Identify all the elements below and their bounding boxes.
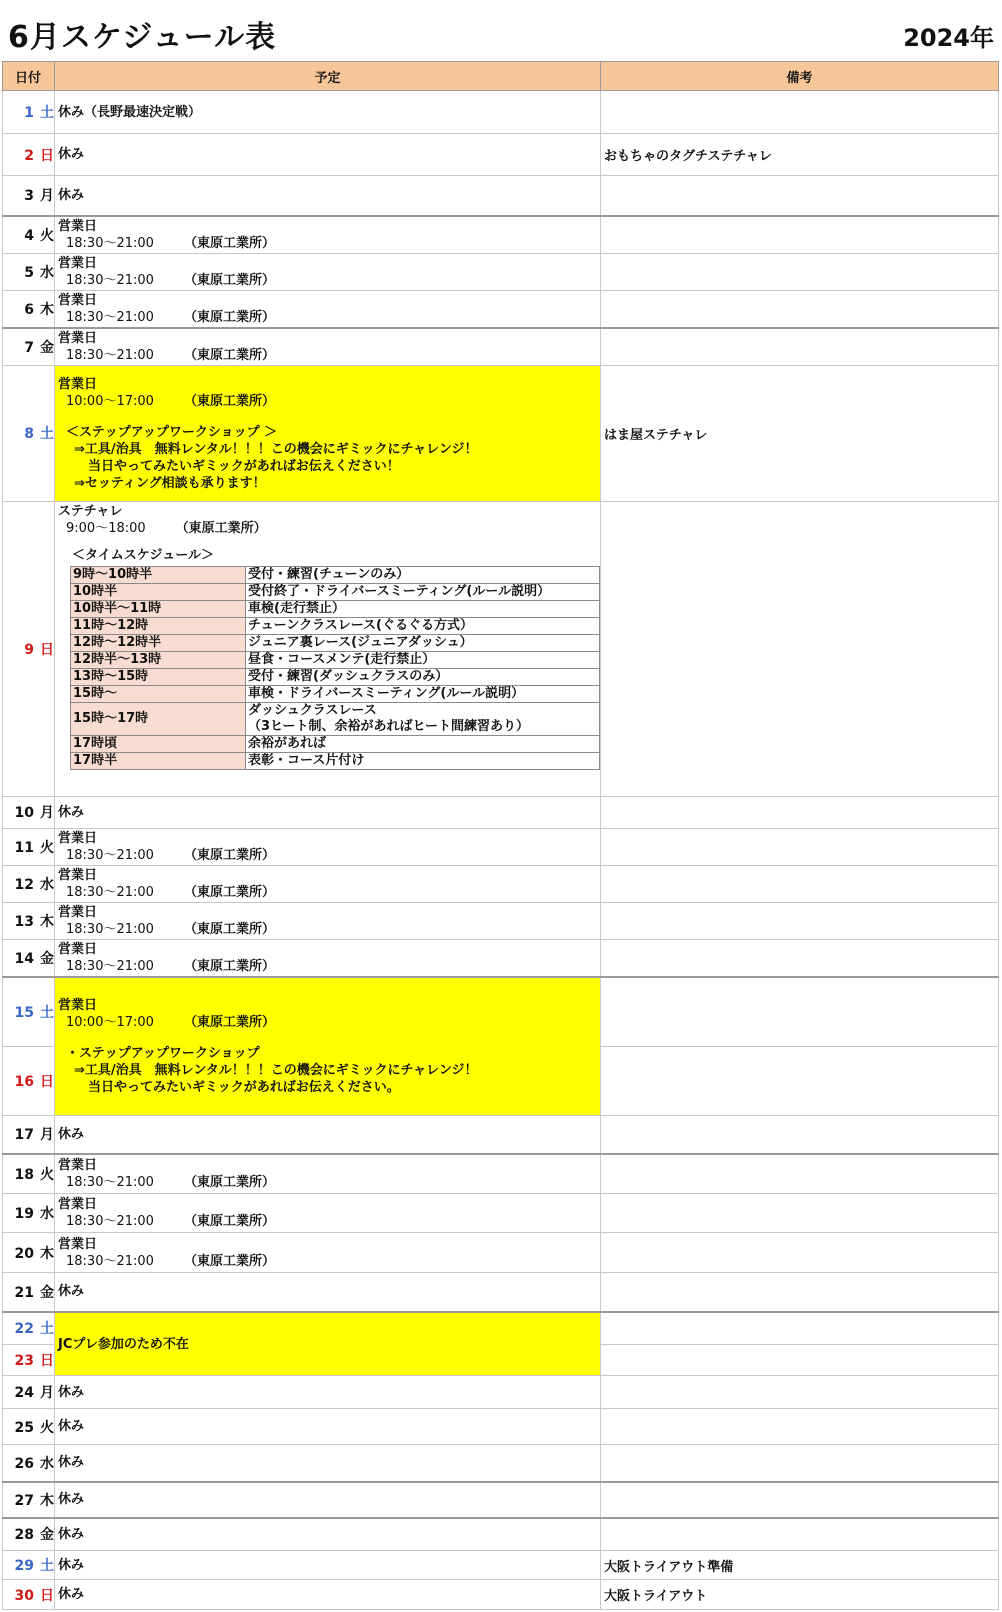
schedule-row [3, 1518, 999, 1551]
date-cell [3, 902, 55, 939]
time-value: 18:30〜21:00 [66, 958, 154, 974]
time-value: 18:30〜21:00 [66, 884, 154, 900]
schedule-row [3, 939, 999, 977]
plan-cell: 休み [55, 1551, 601, 1580]
ts-time: 17時半 [71, 752, 246, 769]
date-cell [3, 1116, 55, 1154]
place-label: （東原工業所） [183, 235, 275, 251]
place-label: （東原工業所） [175, 520, 267, 536]
date-cell [3, 1580, 55, 1610]
schedule-row [3, 1273, 999, 1312]
weekday: 金 [40, 1284, 54, 1301]
spacer [58, 1031, 597, 1045]
ts-desc: チューンクラスレース(ぐるぐる方式） [246, 617, 600, 634]
weekday: 火 [40, 839, 54, 856]
time-range [58, 1213, 597, 1230]
ts-time: 15時〜 [71, 685, 246, 702]
header-row [3, 62, 999, 91]
date-cell [3, 1551, 55, 1580]
note-cell: おもちゃのタグチステチャレ [601, 134, 999, 176]
date-cell [3, 1047, 55, 1116]
plan-text: 営業日 [58, 376, 98, 392]
place-label: （東原工業所） [183, 309, 275, 325]
ts-desc: 受付・練習(ダッシュクラスのみ） [246, 668, 600, 685]
time-range [58, 235, 597, 252]
plan-cell: 休み [55, 1482, 601, 1518]
date-cell [3, 290, 55, 328]
schedule-row [3, 1154, 999, 1194]
ts-time: 12時〜12時半 [71, 634, 246, 651]
plan-cell [55, 216, 601, 254]
day-number: 6 [24, 301, 34, 318]
day-number: 20 [14, 1245, 34, 1262]
plan-cell-highlight: JCプレ参加のため不在 [55, 1312, 601, 1376]
plan-cell: 休み [55, 1580, 601, 1610]
time-range [58, 1014, 597, 1031]
ts-desc [246, 702, 600, 735]
date-cell [3, 1312, 55, 1345]
date-cell [3, 1194, 55, 1233]
day-number: 10 [14, 805, 34, 821]
spacer [58, 410, 597, 424]
plan-text: 営業日 [58, 830, 98, 846]
date-cell [3, 939, 55, 977]
day-number: 25 [14, 1419, 34, 1436]
time-value: 10:00〜17:00 [66, 393, 154, 409]
day-number: 7 [24, 339, 34, 356]
date-cell [3, 253, 55, 290]
weekday: 日 [40, 147, 54, 164]
plan-cell [55, 939, 601, 977]
date-cell [3, 1518, 55, 1551]
weekday: 水 [40, 1206, 54, 1222]
time-range [58, 847, 597, 864]
place-label: （東原工業所） [183, 884, 275, 900]
plan-text: 営業日 [58, 292, 98, 308]
day-number: 21 [14, 1284, 34, 1301]
workshop-line: ⇒セッティング相談も承ります！ [74, 475, 266, 491]
date-cell [3, 1482, 55, 1518]
weekday: 木 [40, 1492, 54, 1509]
weekday: 金 [40, 1527, 54, 1544]
plan-text: 営業日 [58, 1157, 98, 1173]
schedule-row [3, 1194, 999, 1233]
note-cell [601, 1047, 999, 1116]
time-schedule-row [71, 668, 600, 685]
ts-desc-line: （3ヒート制、余裕があればヒート間練習あり） [248, 718, 530, 734]
day-number: 9 [24, 641, 34, 658]
note-cell [601, 1116, 999, 1154]
ts-desc: 余裕があれば [246, 735, 600, 752]
time-range [58, 272, 597, 289]
time-range [58, 520, 597, 537]
place-label: （東原工業所） [183, 847, 275, 863]
day-number: 3 [24, 188, 34, 205]
note-cell [601, 328, 999, 366]
schedule-row [3, 253, 999, 290]
weekday: 日 [40, 1353, 54, 1369]
note-cell [601, 865, 999, 902]
day-number: 26 [14, 1455, 34, 1472]
plan-cell: 休み [55, 1116, 601, 1154]
day-number: 29 [14, 1558, 34, 1574]
time-schedule-row [71, 583, 600, 600]
weekday: 日 [40, 1074, 54, 1090]
time-value: 18:30〜21:00 [66, 347, 154, 363]
note-cell [601, 1154, 999, 1194]
time-schedule-row [71, 651, 600, 668]
plan-text: 営業日 [58, 1197, 98, 1212]
ts-desc: ジュニア裏レース(ジュニアダッシュ） [246, 634, 600, 651]
day-number: 23 [14, 1353, 34, 1369]
schedule-row [3, 902, 999, 939]
schedule-row [3, 1233, 999, 1273]
plan-cell [55, 290, 601, 328]
day-number: 22 [14, 1321, 34, 1338]
note-cell: 大阪トライアウト準備 [601, 1551, 999, 1580]
ts-time: 10時半〜11時 [71, 600, 246, 617]
place-label: （東原工業所） [183, 958, 275, 974]
schedule-row [3, 1551, 999, 1580]
plan-cell: 休み [55, 134, 601, 176]
schedule-row [3, 1376, 999, 1409]
schedule-row [3, 91, 999, 134]
plan-cell [55, 828, 601, 865]
time-schedule-row [71, 634, 600, 651]
plan-cell [55, 328, 601, 366]
ts-time: 17時頃 [71, 735, 246, 752]
day-number: 14 [14, 950, 34, 967]
page-title: 6月スケジュール表 [8, 20, 277, 55]
note-cell [601, 1233, 999, 1273]
plan-cell: 休み [55, 1409, 601, 1445]
time-range [58, 958, 597, 975]
time-schedule-row [71, 617, 600, 634]
schedule-row [3, 828, 999, 865]
plan-text: 営業日 [58, 941, 98, 957]
note-cell: 大阪トライアウト [601, 1580, 999, 1610]
time-value: 18:30〜21:00 [66, 309, 154, 325]
time-range [58, 884, 597, 901]
plan-cell [55, 865, 601, 902]
note-cell [601, 176, 999, 216]
time-range [58, 921, 597, 938]
note-cell [601, 902, 999, 939]
weekday: 火 [40, 1166, 54, 1183]
weekday: 木 [40, 913, 54, 930]
schedule-row [3, 1409, 999, 1445]
day-number: 12 [14, 876, 34, 893]
date-cell [3, 1154, 55, 1194]
year-label: 2024年 [903, 24, 994, 52]
plan-text: 営業日 [58, 218, 98, 234]
plan-cell-highlight [55, 977, 601, 1116]
day-number: 1 [24, 105, 34, 121]
day-number: 28 [14, 1527, 34, 1544]
note-cell [601, 91, 999, 134]
schedule-row [3, 176, 999, 216]
weekday: 日 [40, 641, 54, 658]
ts-time: 10時半 [71, 583, 246, 600]
time-schedule-row [71, 600, 600, 617]
time-value: 18:30〜21:00 [66, 1253, 154, 1269]
day-number: 16 [14, 1074, 34, 1090]
time-value: 18:30〜21:00 [66, 1214, 154, 1229]
ts-desc-line: ダッシュクラスレース [248, 702, 377, 718]
time-value: 18:30〜21:00 [66, 847, 154, 863]
weekday: 月 [40, 188, 54, 205]
note-cell [601, 1482, 999, 1518]
date-cell [3, 365, 55, 501]
weekday: 水 [40, 1455, 54, 1472]
time-range [58, 1253, 597, 1270]
date-cell [3, 501, 55, 796]
schedule-row [3, 290, 999, 328]
place-label: （東原工業所） [183, 1253, 275, 1269]
time-schedule-title: ＜タイムスケジュール＞ [72, 547, 214, 563]
date-cell [3, 1233, 55, 1273]
weekday: 金 [40, 339, 54, 356]
weekday: 月 [40, 1127, 54, 1144]
note-cell [601, 977, 999, 1047]
schedule-row [3, 1116, 999, 1154]
weekday: 水 [40, 876, 54, 893]
day-number: 17 [14, 1127, 34, 1144]
schedule-row [3, 216, 999, 254]
weekday: 土 [40, 1004, 54, 1021]
page-header [0, 0, 1002, 60]
time-value: 18:30〜21:00 [66, 235, 154, 251]
weekday: 金 [40, 950, 54, 967]
date-cell [3, 796, 55, 828]
note-cell [601, 1194, 999, 1233]
note-cell [601, 1409, 999, 1445]
weekday: 月 [40, 1385, 54, 1401]
date-cell [3, 1445, 55, 1482]
ts-desc: 車検・ドライバースミーティング(ルール説明） [246, 685, 600, 702]
header-date: 日付 [3, 62, 55, 91]
place-label: （東原工業所） [183, 1174, 275, 1190]
ts-time: 15時〜17時 [71, 702, 246, 735]
plan-cell-highlight [55, 365, 601, 501]
schedule-row [3, 134, 999, 176]
weekday: 水 [40, 264, 54, 281]
plan-cell [55, 501, 601, 796]
ts-time: 12時半〜13時 [71, 651, 246, 668]
date-cell [3, 1273, 55, 1312]
ts-desc: 受付終了・ドライバースミーティング(ルール説明） [246, 583, 600, 600]
note-cell [601, 1345, 999, 1376]
time-range [58, 1174, 597, 1191]
plan-text: 営業日 [58, 255, 98, 271]
note-cell [601, 1445, 999, 1482]
time-schedule-row [71, 752, 600, 769]
note-cell: はま屋ステチャレ [601, 365, 999, 501]
day-number: 30 [14, 1587, 34, 1604]
date-cell [3, 1345, 55, 1376]
workshop-title: ・ステップアップワークショップ [66, 1046, 260, 1062]
note-cell [601, 1518, 999, 1551]
date-cell [3, 1376, 55, 1409]
plan-cell [55, 253, 601, 290]
weekday: 木 [40, 1245, 54, 1262]
workshop-line: 当日やってみたいギミックがあればお伝えください。 [88, 1080, 400, 1096]
note-cell [601, 216, 999, 254]
schedule-row [3, 501, 999, 796]
time-value: 18:30〜21:00 [66, 272, 154, 288]
schedule-table [2, 61, 999, 1610]
weekday: 木 [40, 301, 54, 318]
date-cell [3, 328, 55, 366]
time-range [58, 393, 597, 410]
plan-cell: 休み [55, 176, 601, 216]
place-label: （東原工業所） [183, 272, 275, 288]
note-cell [601, 501, 999, 796]
plan-text: 営業日 [58, 867, 98, 883]
weekday: 月 [40, 805, 54, 821]
day-number: 19 [14, 1206, 34, 1222]
workshop-line: ⇒工具/治具 無料レンタル！！！この機会にギミックにチャレンジ！ [74, 1063, 478, 1079]
date-cell [3, 1409, 55, 1445]
plan-cell [55, 1233, 601, 1273]
plan-cell: 休み [55, 796, 601, 828]
note-cell [601, 1273, 999, 1312]
weekday: 火 [40, 1419, 54, 1436]
weekday: 土 [40, 1558, 54, 1574]
plan-cell: 休み [55, 1518, 601, 1551]
ts-desc: 車検(走行禁止） [246, 600, 600, 617]
time-schedule-row [71, 566, 600, 583]
schedule-row [3, 1445, 999, 1482]
schedule-row [3, 1312, 999, 1345]
schedule-row [3, 796, 999, 828]
header-plan: 予定 [55, 62, 601, 91]
place-label: （東原工業所） [183, 921, 275, 937]
weekday: 日 [40, 1587, 54, 1604]
time-schedule-table [70, 566, 600, 770]
weekday: 土 [40, 1321, 54, 1338]
schedule-row [3, 977, 999, 1047]
plan-text: 営業日 [58, 998, 98, 1014]
plan-cell [55, 1154, 601, 1194]
schedule-row [3, 328, 999, 366]
time-schedule-row [71, 735, 600, 752]
note-cell [601, 939, 999, 977]
day-number: 5 [24, 264, 34, 281]
place-label: （東原工業所） [183, 393, 275, 409]
ts-time: 9時〜10時半 [71, 566, 246, 583]
plan-text: ステチャレ [58, 503, 123, 519]
workshop-title: ＜ステップアップワークショップ ＞ [66, 424, 278, 440]
ts-time: 13時〜15時 [71, 668, 246, 685]
time-value: 9:00〜18:00 [66, 520, 146, 536]
day-number: 4 [24, 227, 34, 244]
note-cell [601, 290, 999, 328]
ts-desc: 表彰・コース片付け [246, 752, 600, 769]
day-number: 18 [14, 1166, 34, 1183]
time-schedule-row [71, 702, 600, 735]
plan-text: 営業日 [58, 330, 98, 346]
ts-desc: 昼食・コースメンテ(走行禁止） [246, 651, 600, 668]
weekday: 土 [40, 105, 54, 121]
note-cell [601, 796, 999, 828]
plan-cell: 休み [55, 1273, 601, 1312]
schedule-row [3, 365, 999, 501]
note-cell [601, 1312, 999, 1345]
plan-text: 営業日 [58, 1236, 98, 1252]
place-label: （東原工業所） [183, 1214, 275, 1229]
note-cell [601, 828, 999, 865]
weekday: 火 [40, 227, 54, 244]
date-cell [3, 977, 55, 1047]
date-cell [3, 91, 55, 134]
date-cell [3, 176, 55, 216]
date-cell [3, 828, 55, 865]
ts-time: 11時〜12時 [71, 617, 246, 634]
place-label: （東原工業所） [183, 1015, 275, 1031]
date-cell [3, 134, 55, 176]
weekday: 土 [40, 426, 54, 442]
day-number: 13 [14, 913, 34, 930]
date-cell [3, 216, 55, 254]
time-value: 10:00〜17:00 [66, 1015, 154, 1031]
workshop-line: 当日やってみたいギミックがあればお伝えください！ [88, 458, 400, 474]
note-cell [601, 1376, 999, 1409]
plan-cell [55, 1194, 601, 1233]
day-number: 15 [14, 1004, 34, 1021]
workshop-line: ⇒工具/治具 無料レンタル！！！この機会にギミックにチャレンジ！ [74, 441, 478, 457]
day-number: 8 [24, 426, 34, 442]
time-value: 18:30〜21:00 [66, 1174, 154, 1190]
day-number: 24 [14, 1385, 34, 1401]
plan-cell: 休み（長野最速決定戦） [55, 91, 601, 134]
note-cell [601, 253, 999, 290]
plan-cell: 休み [55, 1445, 601, 1482]
place-label: （東原工業所） [183, 347, 275, 363]
header-note: 備考 [601, 62, 999, 91]
schedule-row [3, 1482, 999, 1518]
time-schedule-row [71, 685, 600, 702]
ts-desc: 受付・練習(チューンのみ） [246, 566, 600, 583]
time-range [58, 309, 597, 326]
schedule-row [3, 1580, 999, 1610]
date-cell [3, 865, 55, 902]
time-range [58, 347, 597, 364]
day-number: 2 [24, 147, 34, 164]
day-number: 27 [14, 1492, 34, 1509]
day-number: 11 [14, 839, 34, 856]
plan-cell: 休み [55, 1376, 601, 1409]
plan-text: 営業日 [58, 904, 98, 920]
schedule-row [3, 865, 999, 902]
time-value: 18:30〜21:00 [66, 921, 154, 937]
plan-cell [55, 902, 601, 939]
